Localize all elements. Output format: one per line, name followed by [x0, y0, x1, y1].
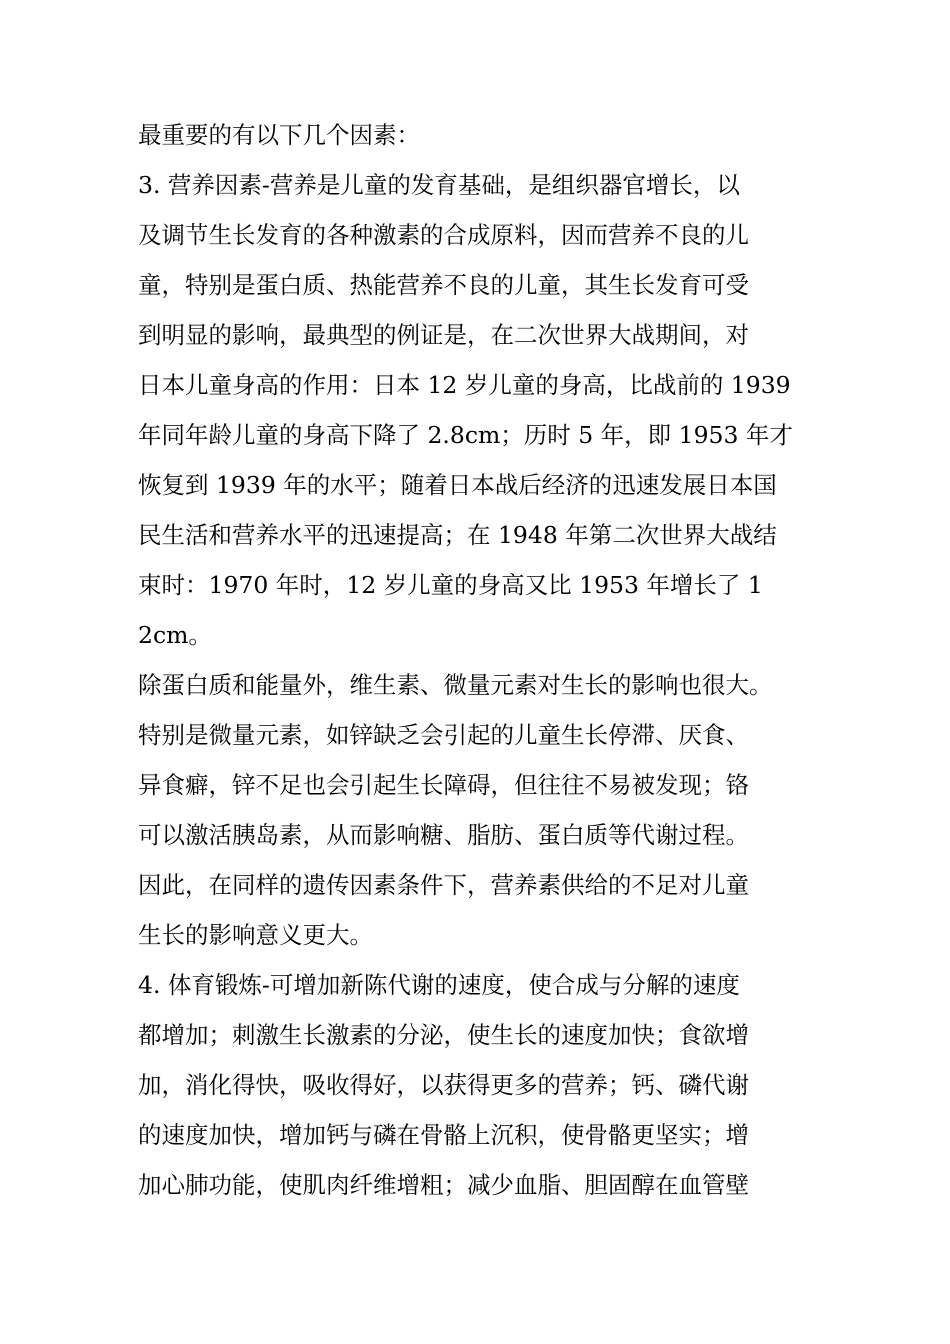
text-line: 可以激活胰岛素，从而影响糖、脂肪、蛋白质等代谢过程。: [138, 821, 749, 849]
text-line: 生长的影响意义更大。: [138, 921, 373, 949]
text-line: 2cm。: [138, 621, 212, 649]
text-line: 恢复到 1939 年的水平；随着日本战后经济的迅速发展日本国: [138, 471, 777, 499]
text-line: 束时：1970 年时，12 岁儿童的身高又比 1953 年增长了 1: [138, 571, 763, 599]
text-line: 4. 体育锻炼-可增加新陈代谢的速度，使合成与分解的速度: [138, 971, 740, 999]
text-line: 及调节生长发育的各种激素的合成原料，因而营养不良的儿: [138, 221, 749, 249]
text-line: 年同年龄儿童的身高下降了 2.8cm；历时 5 年，即 1953 年才: [138, 421, 793, 449]
text-line: 除蛋白质和能量外，维生素、微量元素对生长的影响也很大。: [138, 671, 773, 699]
text-line: 童，特别是蛋白质、热能营养不良的儿童，其生长发育可受: [138, 271, 749, 299]
text-line: 的速度加快，增加钙与磷在骨骼上沉积，使骨骼更坚实；增: [138, 1121, 749, 1149]
text-line: 都增加；刺激生长激素的分泌，使生长的速度加快；食欲增: [138, 1021, 749, 1049]
text-line: 日本儿童身高的作用：日本 12 岁儿童的身高，比战前的 1939: [138, 371, 791, 399]
text-line: 因此，在同样的遗传因素条件下，营养素供给的不足对儿童: [138, 871, 749, 899]
document-body: [138, 110, 828, 1210]
text-line: 加心肺功能，使肌肉纤维增粗；减少血脂、胆固醇在血管壁: [138, 1171, 749, 1199]
text-line: 3. 营养因素-营养是儿童的发育基础，是组织器官增长，以: [138, 171, 740, 199]
text-line: 特别是微量元素，如锌缺乏会引起的儿童生长停滞、厌食、: [138, 721, 749, 749]
text-line: 到明显的影响，最典型的例证是，在二次世界大战期间，对: [138, 321, 749, 349]
text-line: 最重要的有以下几个因素：: [138, 121, 420, 149]
text-line: 异食癖，锌不足也会引起生长障碍，但往往不易被发现；铬: [138, 771, 749, 799]
text-line: 加，消化得快，吸收得好，以获得更多的营养；钙、磷代谢: [138, 1071, 749, 1099]
text-line: 民生活和营养水平的迅速提高；在 1948 年第二次世界大战结: [138, 521, 777, 549]
